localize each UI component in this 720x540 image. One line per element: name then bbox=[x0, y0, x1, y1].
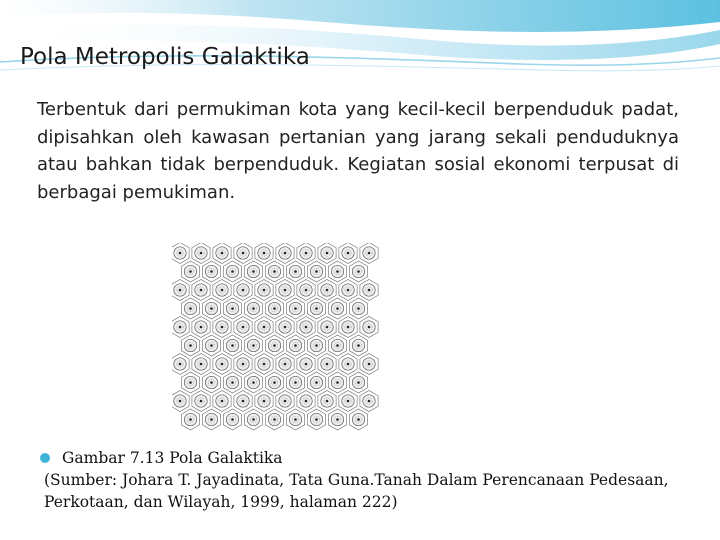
caption-row bbox=[44, 447, 684, 469]
bullet-icon bbox=[40, 453, 50, 463]
settlement-grid bbox=[172, 243, 378, 430]
figure-caption: Gambar 7.13 Pola Galaktika bbox=[62, 449, 283, 467]
slide-title: Pola Metropolis Galaktika bbox=[20, 44, 310, 70]
galactic-pattern-figure bbox=[172, 243, 382, 438]
figure-source: (Sumber: Johara T. Jayadinata, Tata Guna.Tanah Dalam Perencanaan Pedesaan, Perkotaan, dan Wilayah, 1999, halaman 222) bbox=[44, 471, 669, 511]
figure-caption-block bbox=[44, 447, 684, 513]
description-paragraph: Terbentuk dari permukiman kota yang kecil-kecil berpenduduk padat, dipisahkan oleh kawasan pertanian yang jarang sekali penduduknya atau bahkan tidak berpenduduk. Kegiatan sosial ekonomi terpusat di berbagai pemukiman. bbox=[37, 99, 679, 203]
